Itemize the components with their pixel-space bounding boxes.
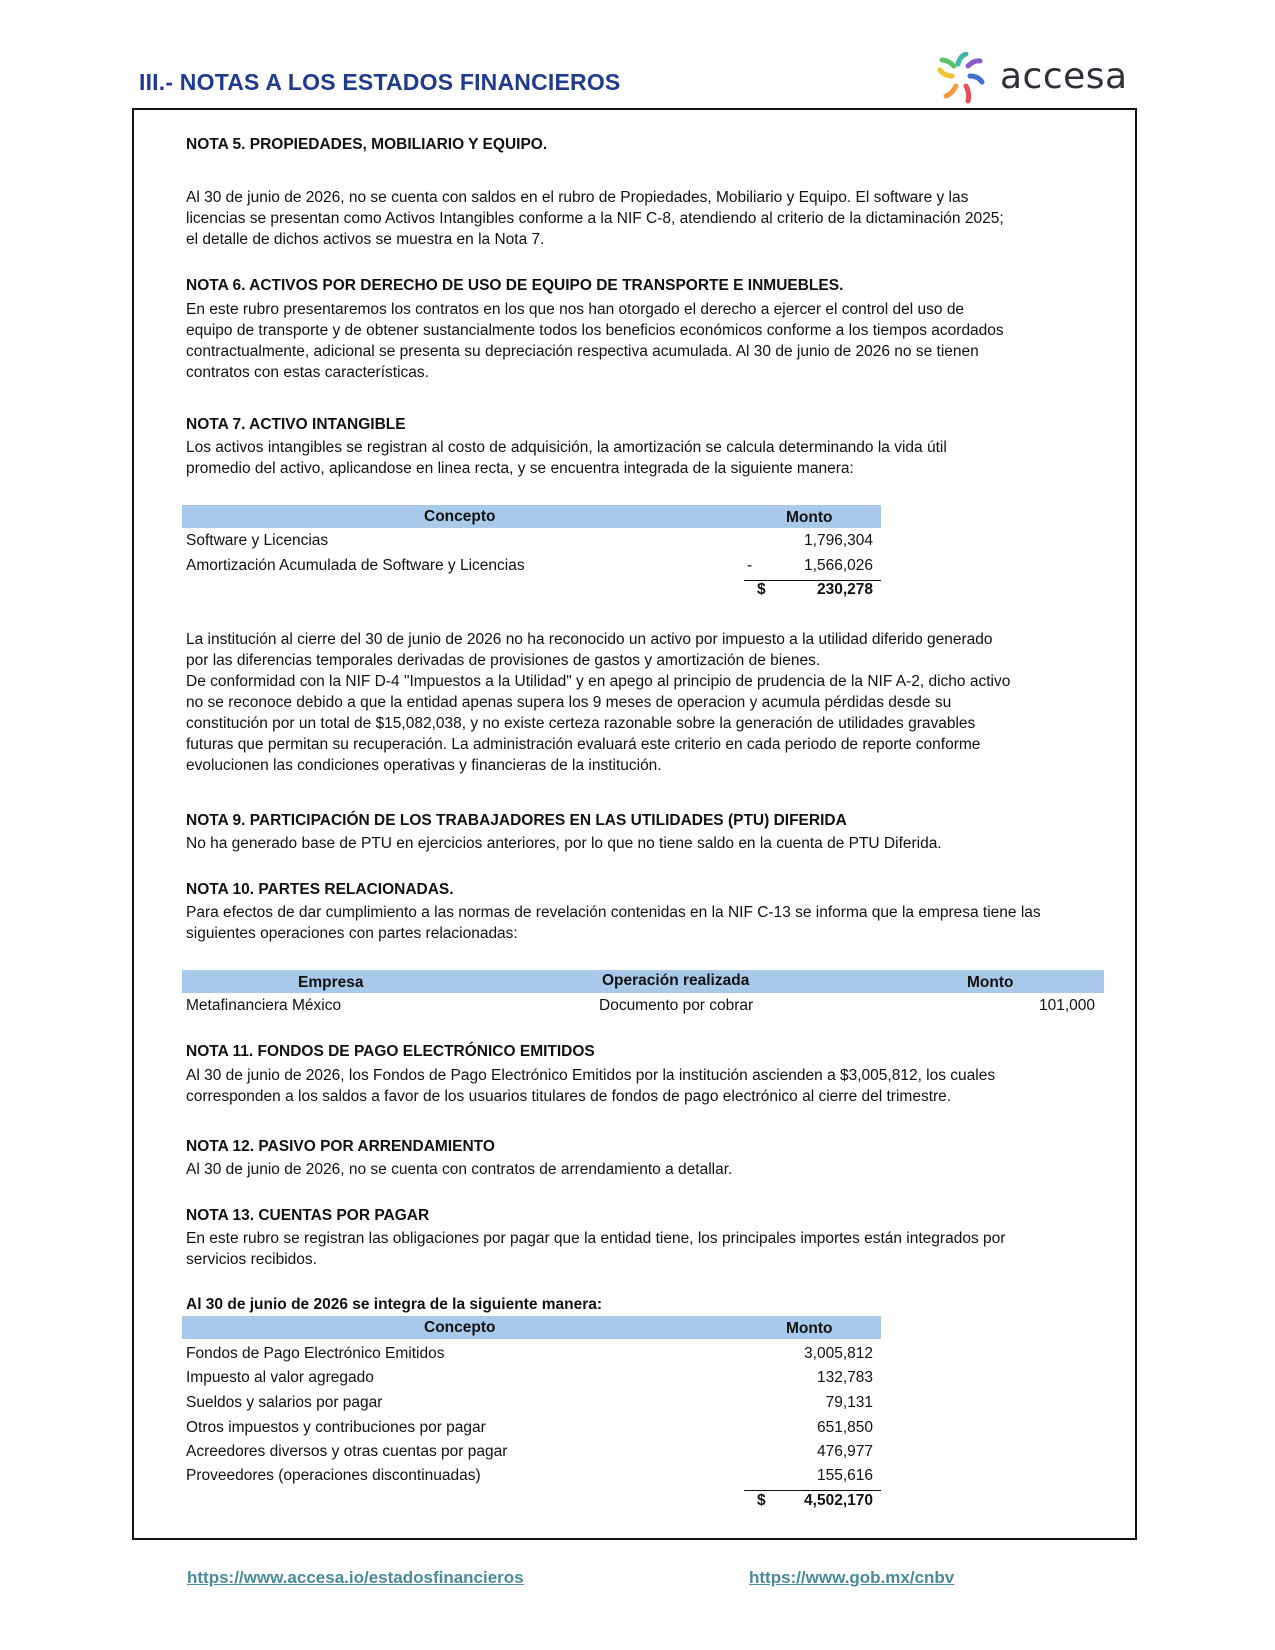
header-monto: Monto xyxy=(786,1320,833,1337)
text-line: Los activos intangibles se registran al costo de adquisición, la amortización se calcula determinando la vida útil xyxy=(186,439,947,456)
text-line: contractualmente, adicional se presenta su depreciación respectiva acumulada. Al 30 de junio de 2026 no se tienen xyxy=(186,343,979,360)
text-line: evolucionen las condiciones operativas y financieras de la institución. xyxy=(186,757,662,774)
text-line: el detalle de dichos activos se muestra en la Nota 7. xyxy=(186,231,545,248)
cell-concepto: Otros impuestos y contribuciones por pagar xyxy=(186,1419,486,1436)
cell-sign: - xyxy=(747,557,753,574)
nota9-text xyxy=(186,833,942,854)
nota7-after-text xyxy=(186,629,1010,776)
cell-monto: 3,005,812 xyxy=(804,1345,873,1362)
cell-concepto: Proveedores (operaciones discontinuadas) xyxy=(186,1467,481,1484)
table-row xyxy=(182,1440,881,1464)
text-line: no se reconoce debido a que la entidad apenas supera los 9 meses de operacion y acumula pérdidas desde su xyxy=(186,694,952,711)
table-total-row xyxy=(182,578,881,602)
total-currency: $ xyxy=(757,1492,766,1509)
table-row xyxy=(182,1342,881,1366)
table-header xyxy=(182,505,881,528)
nota7-text xyxy=(186,437,947,479)
text-line: Para efectos de dar cumplimiento a las normas de revelación contenidas en la NIF C-13 se informa que la empresa tiene las xyxy=(186,904,1041,921)
accesa-logo xyxy=(936,52,1136,104)
cell-concepto: Impuesto al valor agregado xyxy=(186,1369,374,1386)
table-row xyxy=(182,554,881,578)
logo-text: accesa xyxy=(1000,56,1128,97)
text-line: constitución por un total de $15,082,038, y no existe certeza razonable sobre la generación de utilidades gravables xyxy=(186,715,976,732)
text-line: servicios recibidos. xyxy=(186,1251,317,1268)
text-line: Al 30 de junio de 2026, no se cuenta con contratos de arrendamiento a detallar. xyxy=(186,1161,733,1178)
page-title: III.- NOTAS A LOS ESTADOS FINANCIEROS xyxy=(139,69,621,95)
header-monto: Monto xyxy=(786,509,833,526)
table-row xyxy=(182,1464,881,1488)
accesa-financial-statements-link[interactable]: https://www.accesa.io/estadosfinancieros xyxy=(187,1568,524,1587)
table-row xyxy=(182,529,881,553)
nota9-title: NOTA 9. PARTICIPACIÓN DE LOS TRABAJADORES EN LAS UTILIDADES (PTU) DIFERIDA xyxy=(186,812,847,829)
text-line: No ha generado base de PTU en ejercicios anteriores, por lo que no tiene saldo en la cuenta de PTU Diferida. xyxy=(186,835,942,852)
text-line: contratos con estas características. xyxy=(186,364,429,381)
text-line: De conformidad con la NIF D-4 "Impuestos a la Utilidad" y en apego al principio de prudencia de la NIF A-2, dicho activo xyxy=(186,673,1011,690)
cell-monto: 132,783 xyxy=(816,1369,873,1386)
header-concepto: Concepto xyxy=(424,508,496,525)
nota10-text xyxy=(186,902,1041,944)
nota5-title: NOTA 5. PROPIEDADES, MOBILIARIO Y EQUIPO. xyxy=(186,136,548,153)
text-line: En este rubro se registran las obligaciones por pagar que la entidad tiene, los principales importes están integrados por xyxy=(186,1230,1006,1247)
total-value: 4,502,170 xyxy=(804,1492,873,1509)
cell-monto: 79,131 xyxy=(825,1394,873,1411)
payables-table xyxy=(182,1316,881,1516)
table-row xyxy=(182,994,1104,1018)
header-empresa: Empresa xyxy=(298,974,364,991)
header-concepto: Concepto xyxy=(424,1319,496,1336)
nota10-title: NOTA 10. PARTES RELACIONADAS. xyxy=(186,881,454,898)
cell-monto: 476,977 xyxy=(816,1443,873,1460)
cell-concepto: Fondos de Pago Electrónico Emitidos xyxy=(186,1345,445,1362)
cell-empresa: Metafinanciera México xyxy=(186,997,342,1014)
text-line: futuras que permitan su recuperación. La administración evaluará este criterio en cada periodo de reporte conforme xyxy=(186,736,981,753)
cell-monto: 1,796,304 xyxy=(804,532,873,549)
cell-monto: 651,850 xyxy=(816,1419,873,1436)
nota13-title: NOTA 13. CUENTAS POR PAGAR xyxy=(186,1207,430,1224)
text-line: En este rubro presentaremos los contratos en los que nos han otorgado el derecho a ejercer el control del uso de xyxy=(186,301,965,318)
nota11-text xyxy=(186,1065,995,1107)
text-line: por las diferencias temporales derivadas de provisiones de gastos y amortización de bienes. xyxy=(186,652,821,669)
table-row xyxy=(182,1366,881,1390)
related-parties-table xyxy=(182,970,1104,1020)
table-header xyxy=(182,1316,881,1339)
text-line: Al 30 de junio de 2026, los Fondos de Pago Electrónico Emitidos por la institución ascienden a $3,005,812, los cuales xyxy=(186,1067,996,1084)
cnbv-link[interactable]: https://www.gob.mx/cnbv xyxy=(749,1568,955,1587)
intangible-table xyxy=(182,505,881,605)
nota11-title: NOTA 11. FONDOS DE PAGO ELECTRÓNICO EMITIDOS xyxy=(186,1043,595,1060)
header-operacion: Operación realizada xyxy=(602,972,750,989)
cell-monto: 1,566,026 xyxy=(804,557,873,574)
table-row xyxy=(182,1391,881,1415)
cell-concepto: Sueldos y salarios por pagar xyxy=(186,1394,383,1411)
nota13-text xyxy=(186,1228,1005,1270)
nota6-title: NOTA 6. ACTIVOS POR DERECHO DE USO DE EQUIPO DE TRANSPORTE E INMUEBLES. xyxy=(186,277,844,294)
text-line: corresponden a los saldos a favor de los usuarios titulares de fondos de pago electrónico al cierre del trimestre. xyxy=(186,1088,952,1105)
cell-monto: 155,616 xyxy=(816,1467,873,1484)
nota12-title: NOTA 12. PASIVO POR ARRENDAMIENTO xyxy=(186,1138,495,1155)
nota6-text xyxy=(186,299,1004,383)
nota5-text xyxy=(186,187,1004,250)
text-line: licencias se presentan como Activos Intangibles conforme a la NIF C-8, atendiendo al criterio de la dictaminación 2025; xyxy=(186,210,1004,227)
text-line: La institución al cierre del 30 de junio de 2026 no ha reconocido un activo por impuesto a la utilidad diferido generado xyxy=(186,631,993,648)
cell-concepto: Amortización Acumulada de Software y Licencias xyxy=(186,557,525,574)
total-value: 230,278 xyxy=(816,581,873,598)
header-monto: Monto xyxy=(967,974,1014,991)
cell-monto: 101,000 xyxy=(1038,997,1095,1014)
table-header xyxy=(182,970,1104,993)
text-line: Al 30 de junio de 2026, no se cuenta con saldos en el rubro de Propiedades, Mobiliario y Equipo. El software y las xyxy=(186,189,969,206)
cell-concepto: Acreedores diversos y otras cuentas por pagar xyxy=(186,1443,508,1460)
accesa-logo-icon xyxy=(936,52,992,104)
total-currency: $ xyxy=(757,581,766,598)
cell-operacion: Documento por cobrar xyxy=(599,997,754,1014)
nota12-text xyxy=(186,1159,732,1180)
text-line: equipo de transporte y de obtener sustancialmente todos los beneficios económicos conforme a los tiempos acordados xyxy=(186,322,1004,339)
nota7-title: NOTA 7. ACTIVO INTANGIBLE xyxy=(186,416,406,433)
table-row xyxy=(182,1416,881,1440)
nota13-subtitle: Al 30 de junio de 2026 se integra de la siguiente manera: xyxy=(186,1296,603,1313)
text-line: siguientes operaciones con partes relacionadas: xyxy=(186,925,518,942)
text-line: promedio del activo, aplicandose en linea recta, y se encuentra integrada de la siguiente manera: xyxy=(186,460,854,477)
table-total-row xyxy=(182,1489,881,1513)
cell-concepto: Software y Licencias xyxy=(186,532,329,549)
